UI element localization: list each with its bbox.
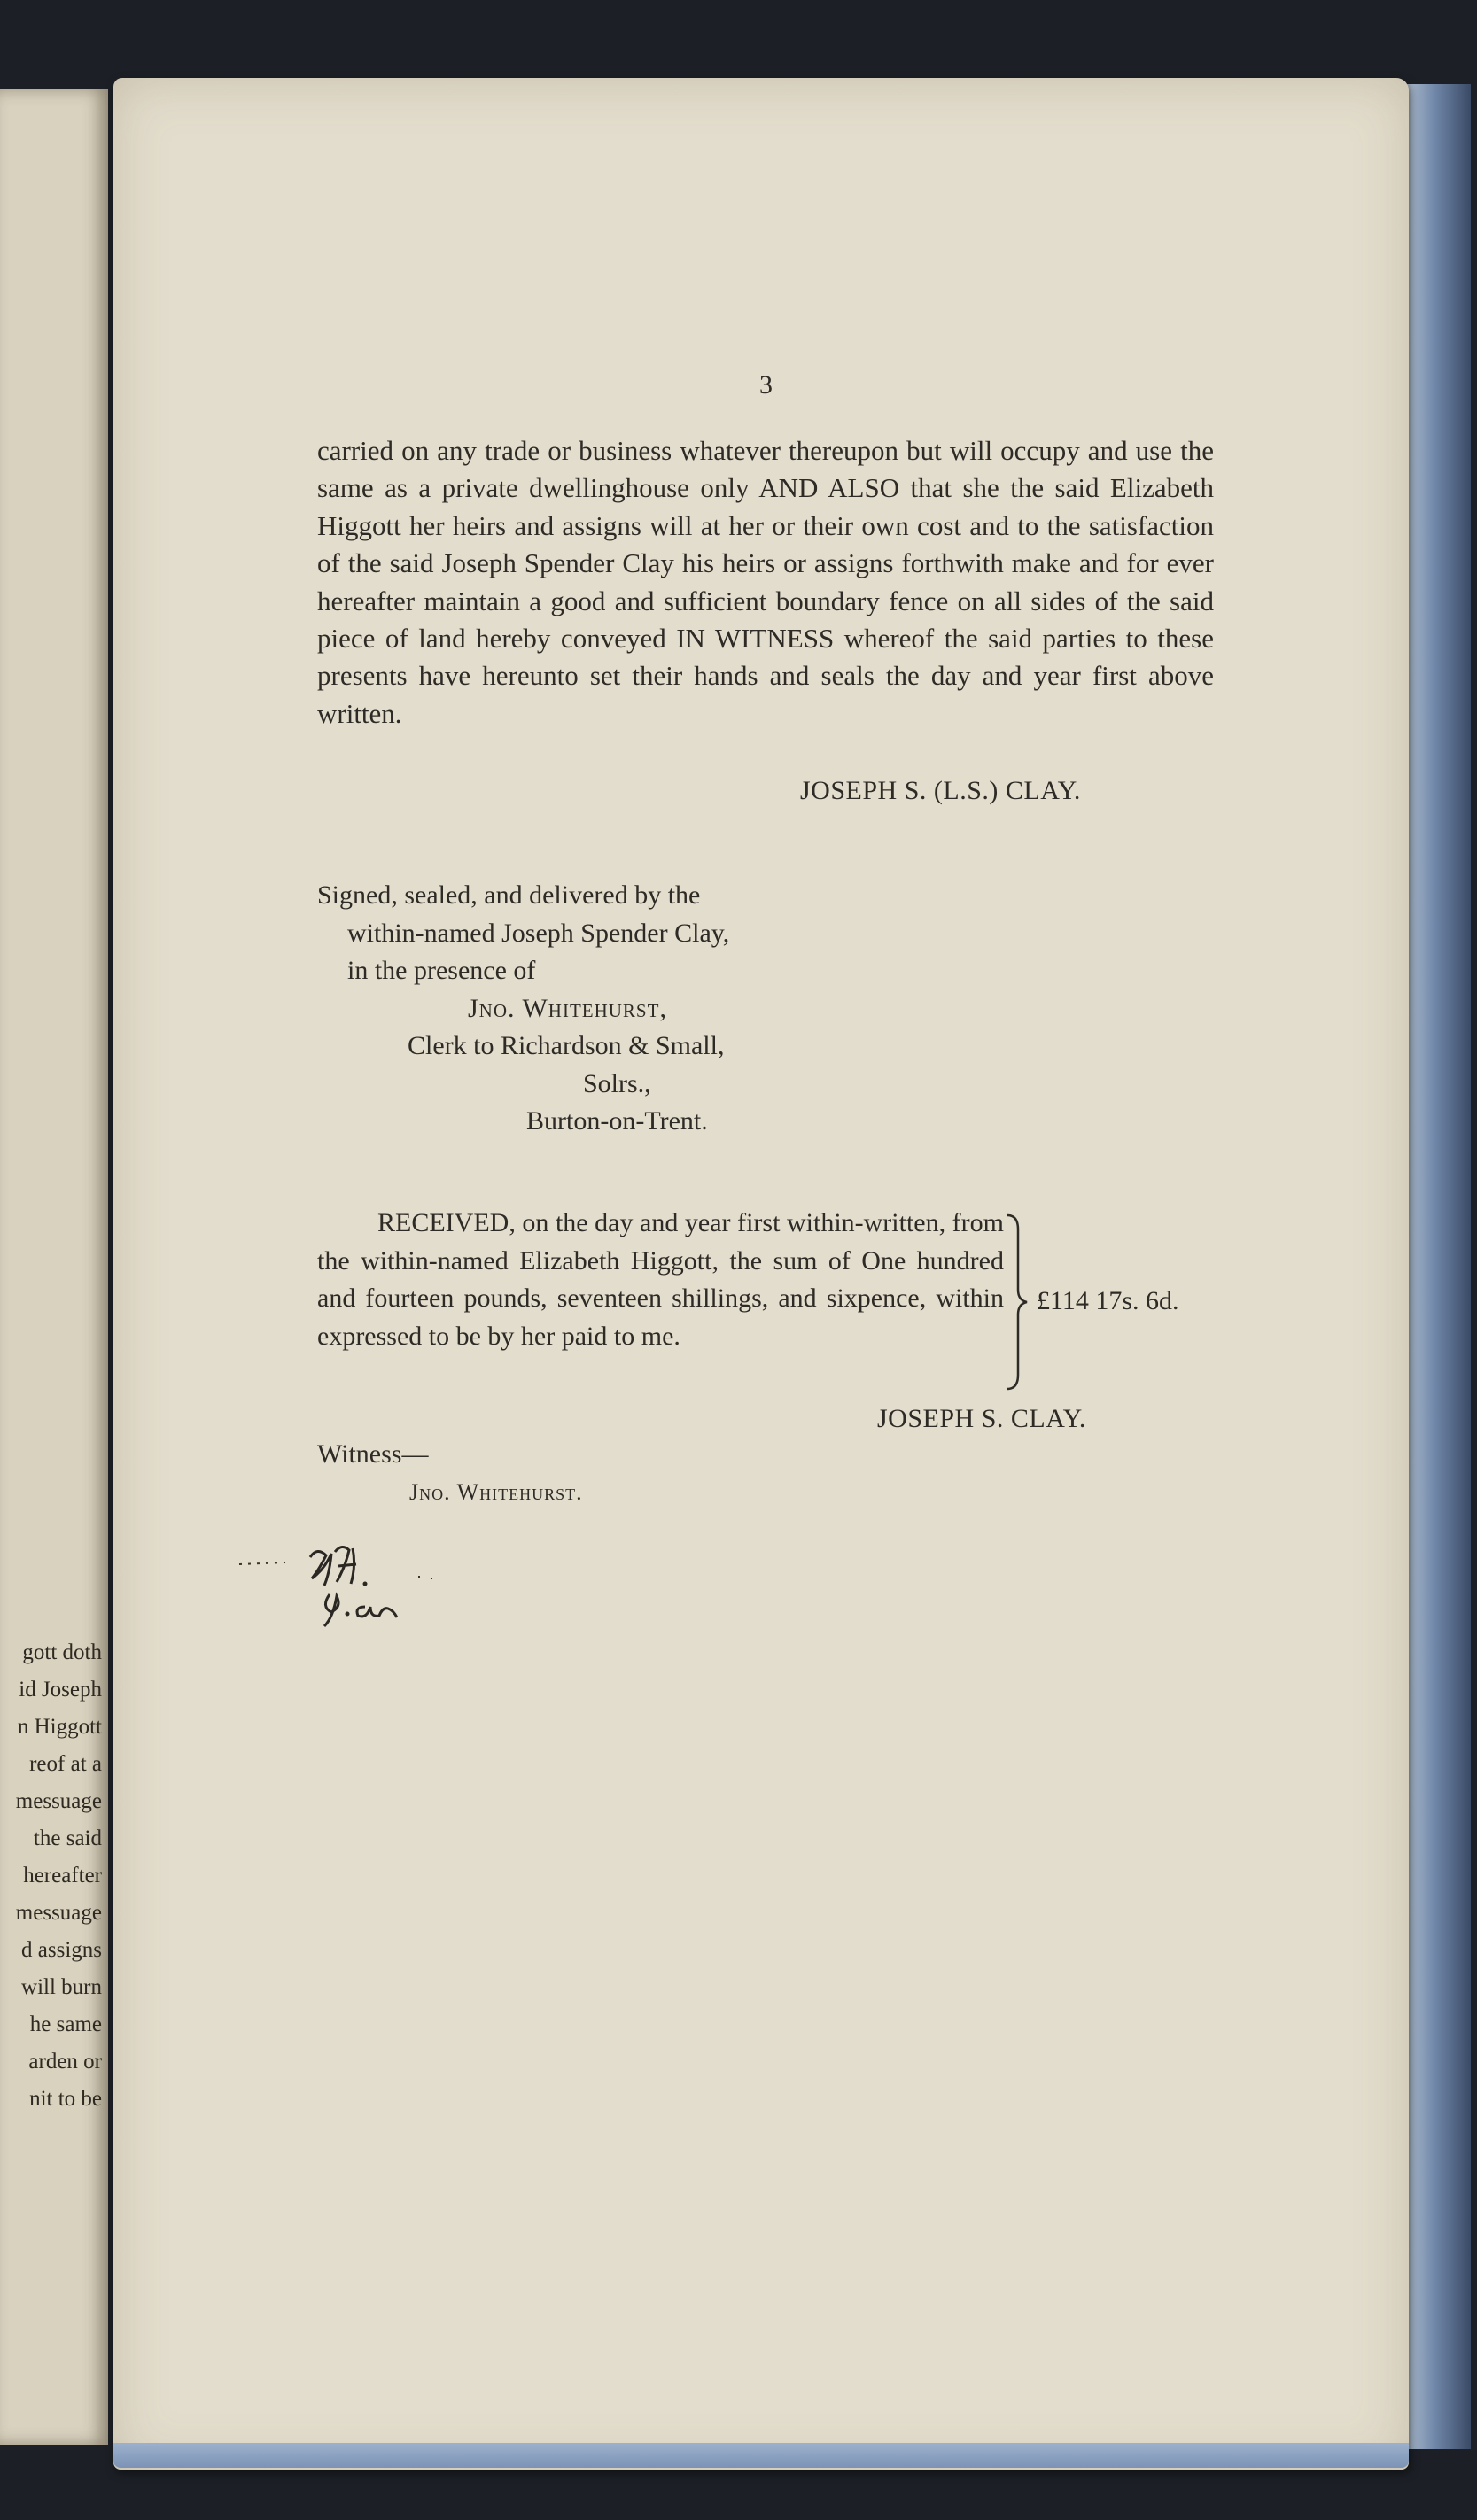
left-page-fragment: n Higgott — [17, 1715, 102, 1739]
handwritten-initials — [232, 1531, 463, 1637]
receipt-text: RECEIVED, on the day and year first within-written, from the within-named Elizabeth Higgott, the sum of One hundred and fourteen pounds, seventeen shillings, and sixpence, within expressed to be by her paid to me. — [317, 1208, 1004, 1351]
left-page-fragment: messuage — [15, 1789, 102, 1813]
attesting-witness-name: Jno. Whitehurst, — [468, 993, 667, 1023]
attestation-clause — [317, 877, 729, 1141]
attestation-line: Signed, sealed, and delivered by the — [317, 880, 701, 910]
left-page-fragment: nit to be — [29, 2087, 102, 2111]
deed-body-text: carried on any trade or business whatever thereupon but will occupy and use the same as a private dwellinghouse only AND ALSO that she the said Elizabeth Higgott her heirs and assigns will at her or their own cost and to the satisfaction of the said Joseph Spender Clay his heirs or assigns forthwith make and for ever hereafter maintain a good and sufficient boundary fence on all sides of the said piece of land hereby conveyed IN WITNESS whereof the said parties to these presents have hereunto set their hands and seals the day and year first above written. — [317, 435, 1214, 729]
page-number: 3 — [759, 370, 773, 399]
page-bottom-edge — [113, 2443, 1409, 2468]
attesting-witness-place: Burton-on-Trent. — [526, 1106, 708, 1136]
attesting-witness-firm: Solrs., — [583, 1068, 651, 1098]
witness-name: Jno. Whitehurst. — [409, 1479, 583, 1505]
left-page-fragment: id Joseph — [19, 1678, 102, 1702]
left-page-fragment: he same — [29, 2012, 102, 2036]
left-page-fragment: messuage — [15, 1901, 102, 1925]
left-page-fragment: gott doth — [22, 1640, 102, 1664]
receipt-clause — [317, 1205, 1004, 1355]
right-brace — [1004, 1212, 1030, 1392]
receipt-amount: £114 17s. 6d. — [1037, 1286, 1179, 1315]
left-page-fragment: arden or — [28, 2050, 102, 2074]
receipt-signature: JOSEPH S. CLAY. — [877, 1404, 1086, 1433]
witness-label: Witness— — [317, 1439, 429, 1469]
adjacent-left-page — [0, 89, 108, 2445]
left-page-fragment: d assigns — [21, 1938, 102, 1962]
signature-joseph-clay: JOSEPH S. (L.S.) CLAY. — [800, 776, 1081, 805]
left-page-fragment: will burn — [21, 1975, 102, 1999]
left-page-fragment: reof at a — [29, 1752, 102, 1776]
left-page-fragment: the said — [33, 1826, 102, 1850]
attesting-witness-role: Clerk to Richardson & Small, — [408, 1031, 725, 1060]
left-page-fragment: hereafter — [23, 1864, 102, 1888]
attestation-line: in the presence of — [347, 956, 536, 985]
attestation-line: within-named Joseph Spender Clay, — [347, 918, 730, 948]
